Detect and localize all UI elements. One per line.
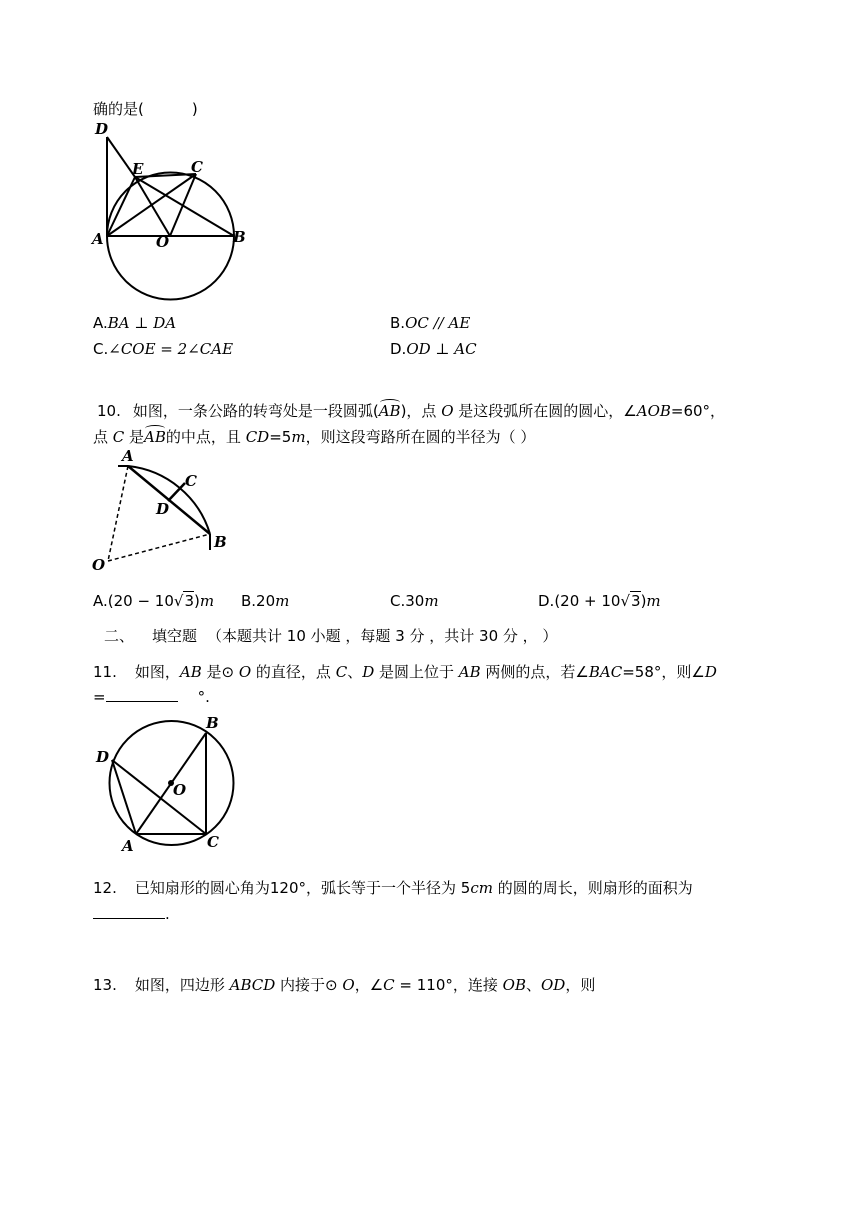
- q9-option-b: B.OC // AE: [390, 314, 471, 332]
- q10-option-c: C.30m: [390, 592, 439, 610]
- label-C: C: [185, 472, 197, 490]
- q10-option-b: B.20m: [241, 592, 290, 610]
- label-B: B: [233, 228, 246, 246]
- q11-line2: = °.: [93, 688, 210, 706]
- q11-line1: 11. 如图，AB 是⊙ O 的直径，点 C、D 是圆上位于 AB 两侧的点，若∠BAC=58°，则∠D: [93, 663, 717, 681]
- q12-line2: .: [93, 904, 170, 923]
- q10-line1: 10. 如图，一条公路的转弯处是一段圆弧(AB)，点 O 是这段弧所在圆的圆心，∠AOB=60°，: [97, 402, 726, 420]
- label-D: D: [156, 500, 170, 518]
- label-C: C: [191, 158, 203, 176]
- label-A: A: [92, 230, 104, 248]
- label-A: A: [122, 837, 134, 855]
- q10-option-a: A.(20 − 10√3)m: [93, 592, 215, 610]
- answer-blank[interactable]: [93, 904, 165, 919]
- answer-blank[interactable]: [106, 687, 178, 702]
- q9-option-a: A.BA ⊥ DA: [93, 314, 177, 332]
- q11-figure: [90, 710, 250, 855]
- q9-figure: [90, 120, 260, 310]
- q10-line2: 点 C 是AB的中点，且 CD=5m，则这段弯路所在圆的半径为（ ）: [93, 428, 536, 446]
- label-B: B: [214, 533, 227, 551]
- label-O: O: [92, 556, 106, 574]
- label-D: D: [96, 748, 110, 766]
- label-B: B: [206, 714, 219, 732]
- label-D: D: [95, 120, 109, 138]
- label-O: O: [173, 781, 187, 799]
- label-O: O: [156, 233, 170, 251]
- label-E: E: [132, 160, 144, 178]
- section-heading: 二、 填空题 （本题共计 10 小题 ，每题 3 分 ，共计 30 分 ， ）: [104, 627, 558, 645]
- q9-stem: 确的是( ): [93, 100, 198, 118]
- q9-option-c: C.∠COE = 2∠CAE: [93, 340, 234, 358]
- q12-line1: 12. 已知扇形的圆心角为120°，弧长等于一个半径为 5cm 的圆的周长，则扇形的面积为: [93, 879, 693, 897]
- q13-line1: 13. 如图，四边形 ABCD 内接于⊙ O，∠C = 110°，连接 OB、OD，则: [93, 976, 596, 994]
- q10-option-d: D.(20 + 10√3)m: [538, 592, 661, 610]
- q10-figure: [90, 446, 240, 576]
- label-C: C: [207, 833, 219, 851]
- q9-option-d: D.OD ⊥ AC: [390, 340, 477, 358]
- label-A: A: [122, 447, 134, 465]
